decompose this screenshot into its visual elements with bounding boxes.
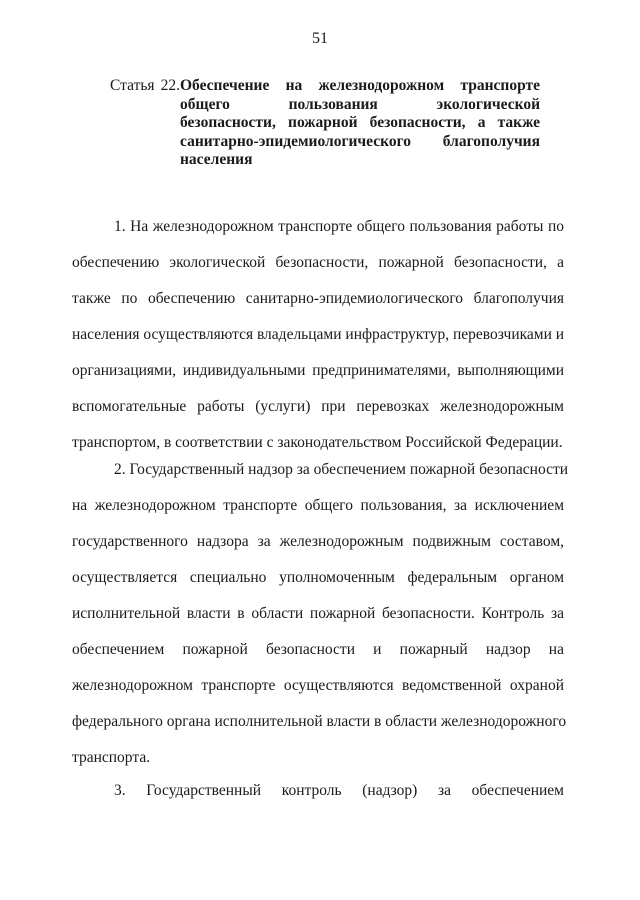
article-title-line-5: населения (180, 151, 253, 168)
article-title-line-1: Обеспечение на железнодорожном транспорте (180, 77, 540, 94)
paragraph-2 (72, 452, 569, 776)
paragraph-line: осуществляется специально уполномоченным федеральным органом (72, 569, 564, 586)
paragraph-line: транспортом, в соответствии с законодательством Российской Федерации. (72, 434, 563, 451)
paragraph-line: исполнительной власти в области пожарной безопасности. Контроль за (72, 605, 564, 622)
paragraph-line: обеспечению экологической безопасности, пожарной безопасности, а (72, 254, 564, 271)
paragraph-line: также по обеспечению санитарно-эпидемиологического благополучия (72, 290, 564, 307)
article-title-line-2: общего пользования экологической (180, 95, 540, 113)
paragraph-3 (72, 773, 564, 809)
paragraph-line: 3. Государственный контроль (надзор) за обеспечением (114, 782, 564, 799)
paragraph-line: государственного надзора за железнодорожным подвижным составом, (72, 533, 564, 550)
paragraph-line: транспорта. (72, 749, 151, 766)
article-label: Статья 22. (110, 77, 180, 94)
page-number: 51 (312, 30, 328, 47)
paragraph-line: 1. На железнодорожном транспорте общего пользования работы по (114, 218, 564, 235)
article-heading (110, 77, 540, 170)
paragraph-line: организациями, индивидуальными предпринимателями, выполняющими (72, 362, 564, 379)
paragraph-line: на железнодорожном транспорте общего пользования, за исключением (72, 497, 564, 514)
article-title-line-3: безопасности, пожарной безопасности, а также (180, 114, 540, 131)
paragraph-line: обеспечением пожарной безопасности и пожарный надзор на (72, 641, 564, 658)
paragraph-1 (72, 209, 564, 461)
paragraph-line: населения осуществляются владельцами инфраструктур, перевозчиками и (72, 326, 565, 343)
paragraph-line: железнодорожном транспорте осуществляются ведомственной охраной (72, 677, 564, 694)
article-title-line-4: санитарно-эпидемиологического благополучия (180, 132, 540, 150)
paragraph-line: вспомогательные работы (услуги) при перевозках железнодорожным (72, 398, 564, 415)
paragraph-line: федерального органа исполнительной власти в области железнодорожного (72, 713, 567, 730)
paragraph-line: 2. Государственный надзор за обеспечением пожарной безопасности (114, 461, 569, 478)
